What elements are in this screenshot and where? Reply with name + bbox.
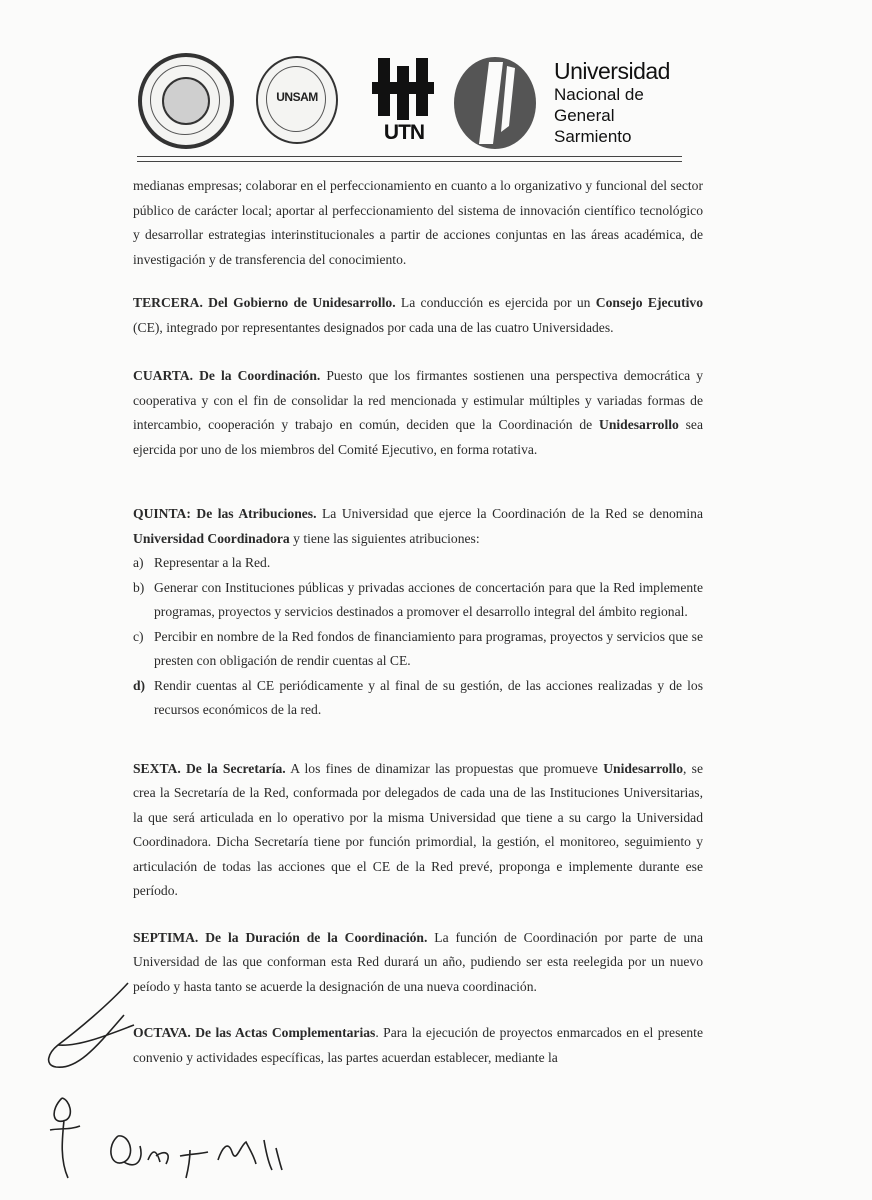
utn-logo-text: UTN	[383, 121, 425, 144]
clause-heading: OCTAVA. De las Actas Complementarias	[133, 1025, 376, 1040]
clause-heading: CUARTA. De la Coordinación.	[133, 368, 321, 383]
clause-septima: SEPTIMA. De la Duración de la Coordinación. La función de Coordinación por parte de una Universidad de las que conforman esta Red durará un año, pudiendo ser esta reelegida por un nuevo peíodo y hasta tanto se acuerde la designación de una nueva coordinación.	[133, 929, 703, 994]
unsam-logo-text: UNSAM	[276, 90, 318, 104]
clause-heading: SEPTIMA. De la Duración de la Coordinación.	[133, 929, 428, 945]
unsam-seal-logo	[256, 56, 338, 144]
list-item: a) Representar a la Red.	[133, 555, 271, 570]
handwritten-signature-scribble	[38, 975, 138, 1075]
handwritten-initials	[40, 1090, 300, 1190]
logo-header	[0, 0, 872, 170]
unlu-seal-logo	[138, 53, 234, 149]
list-item: c) Percibir en nombre de la Red fondos de financiamiento para programas, proyectos y servicios que se presten con obligación de rendir cuentas al CE.	[133, 628, 703, 668]
ungs-logo-text: Universidad Nacional de General Sarmiento	[554, 58, 670, 146]
clause-heading: QUINTA: De las Atribuciones.	[133, 506, 317, 521]
clause-sexta: SEXTA. De la Secretaría. A los fines de dinamizar las propuestas que promueve Unidesarrollo, se crea la Secretaría de la Red, conformada por delegados de cada una de las Instituciones Universitarias, la que será articulada en lo operativo por la misma Universidad que tiene a su cargo la Universidad Coordinadora. Dicha Secretaría tiene por función primordial, la gestión, el monitoreo, seguimiento y articulación de todas las acciones que el CE de la Red prevé, proponga e implemente durante ese período.	[133, 760, 703, 898]
document-body	[133, 174, 703, 1070]
intro-paragraph: medianas empresas; colaborar en el perfeccionamiento en cuanto a lo organizativo y funcional del sector público de carácter local; aportar al perfeccionamiento del sistema de innovación científico tecnológico y desarrollar estrategias interinstitucionales a partir de acciones conjuntas en las áreas académica, de investigación y de transferencia del conocimiento.	[133, 178, 703, 267]
clause-heading: TERCERA. Del Gobierno de Unidesarrollo.	[133, 295, 396, 310]
clause-octava: OCTAVA. De las Actas Complementarias. Para la ejecución de proyectos enmarcados en el presente convenio y actividades específicas, las partes acuerdan establecer, mediante la	[133, 1025, 703, 1065]
clause-cuarta: CUARTA. De la Coordinación. Puesto que los firmantes sostienen una perspectiva democrática y cooperativa y con el fin de consolidar la red mencionada y estimular múltiples y variadas formas de intercambio, cooperación y trabajo en común, deciden que la Coordinación de Unidesarrollo sea ejercida por uno de los miembros del Comité Ejecutivo, en forma rotativa.	[133, 368, 703, 457]
clause-quinta: QUINTA: De las Atribuciones. La Universidad que ejerce la Coordinación de la Red se denomina Universidad Coordinadora y tiene las siguientes atribuciones:	[133, 506, 703, 546]
clause-heading: SEXTA. De la Secretaría.	[133, 760, 286, 776]
clause-tercera: TERCERA. Del Gobierno de Unidesarrollo. La conducción es ejercida por un Consejo Ejecutivo (CE), integrado por representantes designados por cada una de las cuatro Universidades.	[133, 295, 704, 335]
ungs-logo-icon	[453, 56, 537, 150]
list-item: b) Generar con Instituciones públicas y privadas acciones de concertación para que la Red implemente programas, proyectos y servicios destinados a promover el desarrollo integral del ámbito regional.	[133, 579, 703, 619]
header-rule	[137, 161, 682, 162]
header-rule	[137, 156, 682, 157]
list-item: d) Rendir cuentas al CE periódicamente y al final de su gestión, de las acciones realizadas y de los recursos económicos de la red.	[133, 677, 703, 717]
